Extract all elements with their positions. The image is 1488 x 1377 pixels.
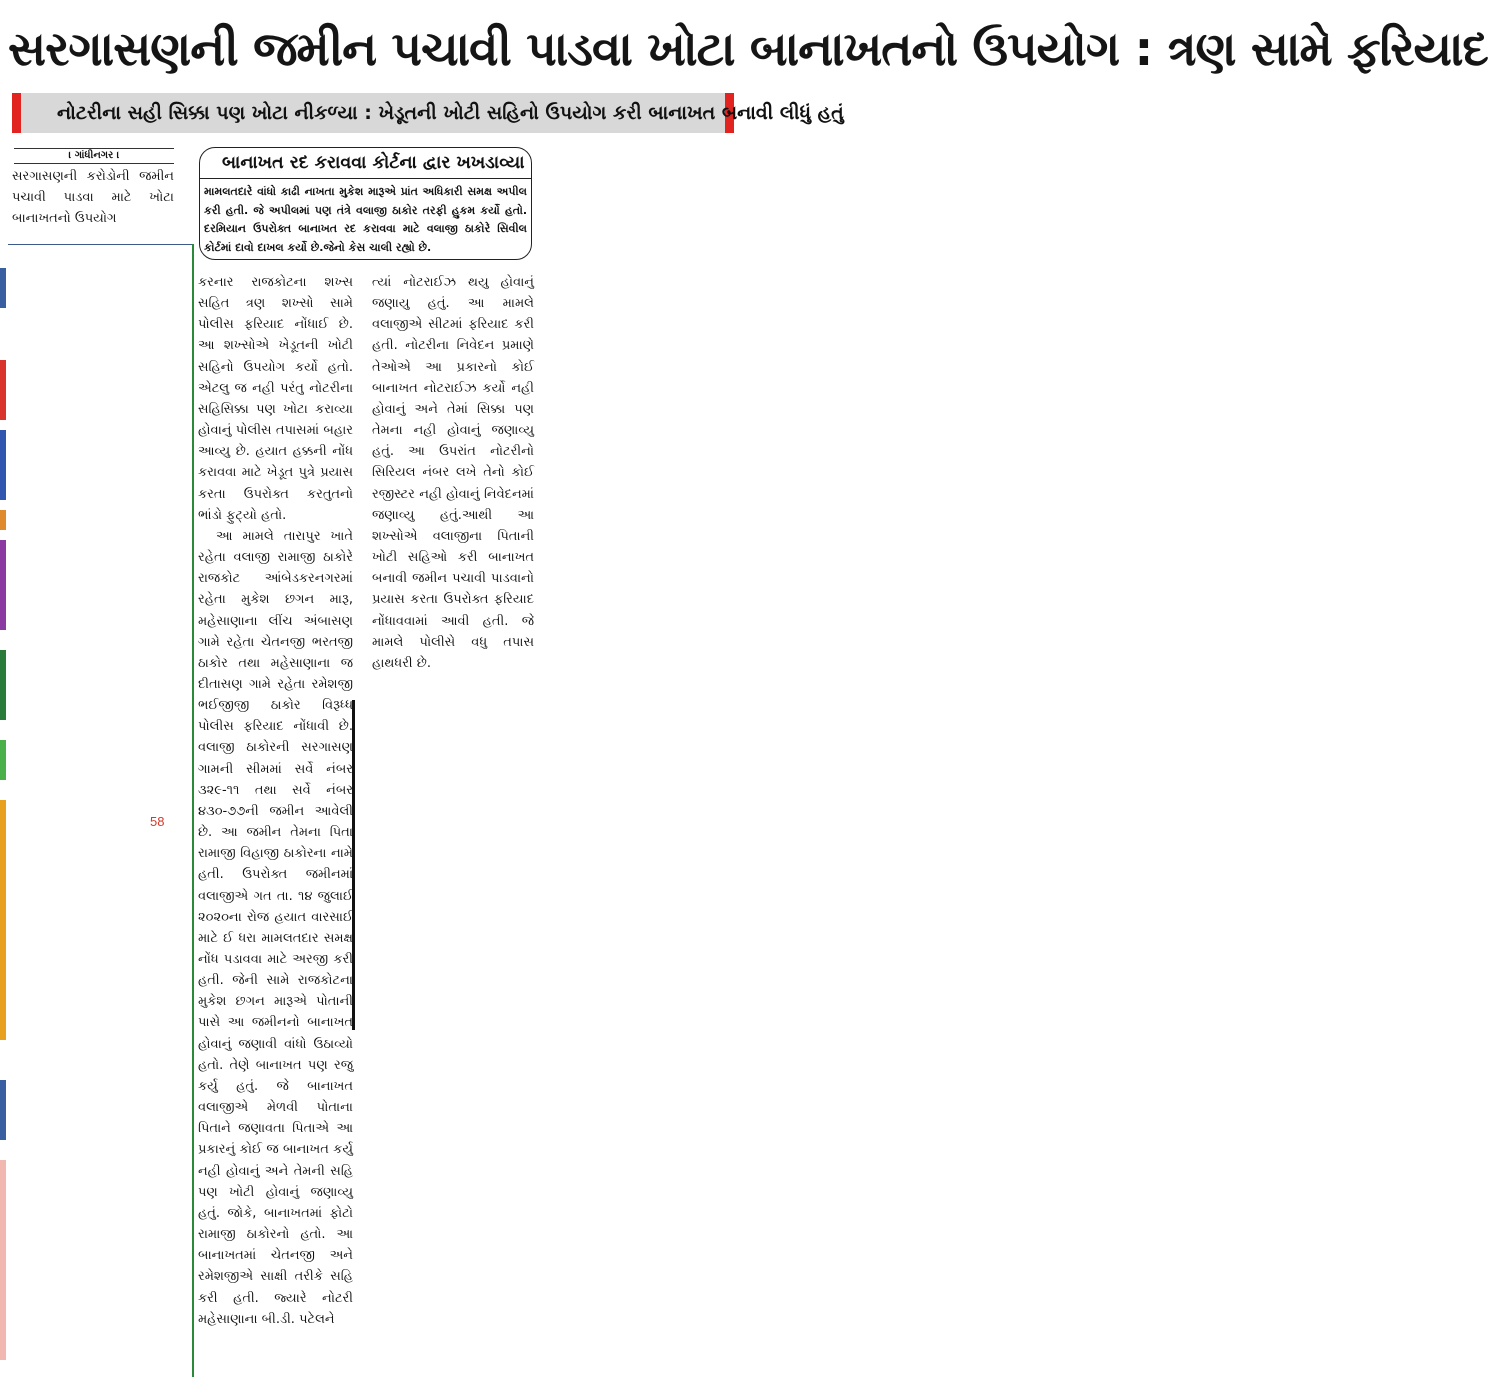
edge-scrap [0, 1160, 6, 1360]
edge-scrap [0, 430, 6, 500]
frame-top-rule [8, 244, 193, 245]
dateline: । ગાંધીનગર । [14, 148, 174, 164]
intro-paragraph: સરગાસણની કરોડોની જમીન પચાવી પાડવા માટે ખોટા બાનાખતનો ઉપયોગ [12, 169, 174, 226]
article-column-left [198, 272, 353, 1330]
callout-title: બાનાખત રદ કરાવવા કોર્ટના દ્વાર ખખડાવ્યા [222, 153, 525, 173]
callout-body: મામલતદારે વાંધો કાઢી નાખતા મુકેશ મારૂએ પ્રાંત અધિકારી સમક્ષ અપીલ કરી હતી. જે અપીલમાં પણ તંત્રે વલાજી ઠાકોર તરફી હુકમ કર્યો હતો. દરમિયાન ઉપરોક્ત બાનાખત રદ કરાવવા માટે વલાજી ઠાકોરે સિવીલ કોર્ટમાં દાવો દાખલ કર્યો છે.જેનો કેસ ચાલી રહ્યો છે. [204, 185, 527, 254]
edge-scrap [0, 540, 6, 630]
frame-side-rule [192, 244, 194, 1377]
article-column-right [372, 272, 534, 674]
edge-scrap [0, 800, 6, 1040]
edge-scrap [0, 360, 6, 420]
subheadline: નોટરીના સહી સિક્કા પણ ખોટા નીકળ્યા : ખેડૂતની ખોટી સહિનો ઉપયોગ કરી બાનાખત બનાવી લીધું હતું [57, 102, 844, 124]
edge-scrap [0, 650, 6, 720]
edge-scrap [0, 268, 6, 308]
edge-scrap [0, 740, 6, 780]
article-paragraph: ત્યાં નોટરાઈઝ થયુ હોવાનું જણાયુ હતું. આ મામલે વલાજીએ સીટમાં ફરિયાદ કરી હતી. નોટરીના નિવેદન પ્રમાણે તેઓએ આ પ્રકારનો કોઈ બાનાખત નોટરાઈઝ કર્યો નહી હોવાનું અને તેમાં સિક્કા પણ તેમના નહી હોવાનું જણાવ્યુ હતું. આ ઉપરાંત નોટરીનો સિરિયલ નંબર લખે તેનો કોઈ રજીસ્ટર નહી હોવાનું નિવેદનમાં જણાવ્યુ હતું.આથી આ શખ્સોએ વલાજીના પિતાની ખોટી સહિઓ કરી બાનાખત બનાવી જમીન પચાવી પાડવાનો પ્રયાસ કરતા ઉપરોક્ત ફરિયાદ નોંધાવવામાં આવી હતી. જે મામલે પોલીસે વધુ તપાસ હાથધરી છે. [372, 275, 534, 671]
article-paragraph: કરનાર રાજકોટના શખ્સ સહિત ત્રણ શખ્સો સામે પોલીસ ફરિયાદ નોંધાઈ છે. આ શખ્સોએ ખેડૂતની ખોટી સહિનો ઉપયોગ કર્યો હતો. એટલુ જ નહી પરંતુ નોટરીના સહિસિક્કા પણ ખોટા કરાવ્યા હોવાનું પોલીસ તપાસમાં બહાર આવ્યુ છે. હયાત હક્કની નોંધ કરાવવા માટે ખેડૂત પુત્રે પ્રયાસ કરતા ઉપરોક્ત કરતુતનો ભાંડો ફુટ્યો હતો. [198, 275, 353, 523]
page-number: 58 [150, 814, 165, 829]
edge-scrap [0, 1080, 6, 1140]
edge-scrap [0, 510, 6, 530]
callout-box [199, 147, 532, 260]
article-paragraph: આ મામલે તારાપુર ખાતે રહેતા વલાજી રામાજી ઠાકોરે રાજકોટ આંબેડકરનગરમાં રહેતા મુકેશ છગન મારૂ, મહેસાણાના લીંચ અંબાસણ ગામે રહેતા ચેતનજી ભરતજી ઠાકોર તથા મહેસાણાના જ દીતાસણ ગામે રહેતા રમેશજી ભઈજીજી ઠાકોર વિરૂધ્ધ પોલીસ ફરિયાદ નોંધાવી છે. વલાજી ઠાકોરની સરગાસણ ગામની સીમમાં સર્વે નંબર ૩૨૯-૧૧ તથા સર્વે નંબર ૪૩૦-૭૭ની જમીન આવેલી છે. આ જમીન તેમના પિતા રામાજી વિહાજી ઠાકોરના નામે હતી. ઉપરોક્ત જમીનમાં વલાજીએ ગત તા. ૧૪ જુલાઈ ૨૦૨૦ના રોજ હયાત વારસાઈ માટે ઈ ધરા મામલતદાર સમક્ષ નોંધ પડાવવા માટે અરજી કરી હતી. જેની સામે રાજકોટના મુકેશ છગન મારૂએ પોતાની પાસે આ જમીનનો બાનાખત હોવાનું જણાવી વાંધો ઉઠાવ્યો હતો. તેણે બાનાખત પણ રજુ કર્યુ હતું. જે બાનાખત વલાજીએ મેળવી પોતાના પિતાને જણાવતા પિતાએ આ પ્રકારનું કોઈ જ બાનાખત કર્યુ નહી હોવાનું અને તેમની સહિ પણ ખોટી હોવાનું જણાવ્યુ હતું. જોકે, બાનાખતમાં ફોટો રામાજી ઠાકોરનો હતો. આ બાનાખતમાં ચેતનજી અને રમેશજીએ સાક્ષી તરીકે સહિ કરી હતી. જ્યારે નોટરી મહેસાણાના બી.ડી. પટેલને [198, 528, 353, 1327]
callout-divider [200, 178, 531, 179]
subheadline-bar [12, 93, 844, 133]
headline: સરગાસણની જમીન પચાવી પાડવા ખોટા બાનાખતનો ઉપયોગ : ત્રણ સામે ફરિયાદ [8, 22, 1488, 77]
